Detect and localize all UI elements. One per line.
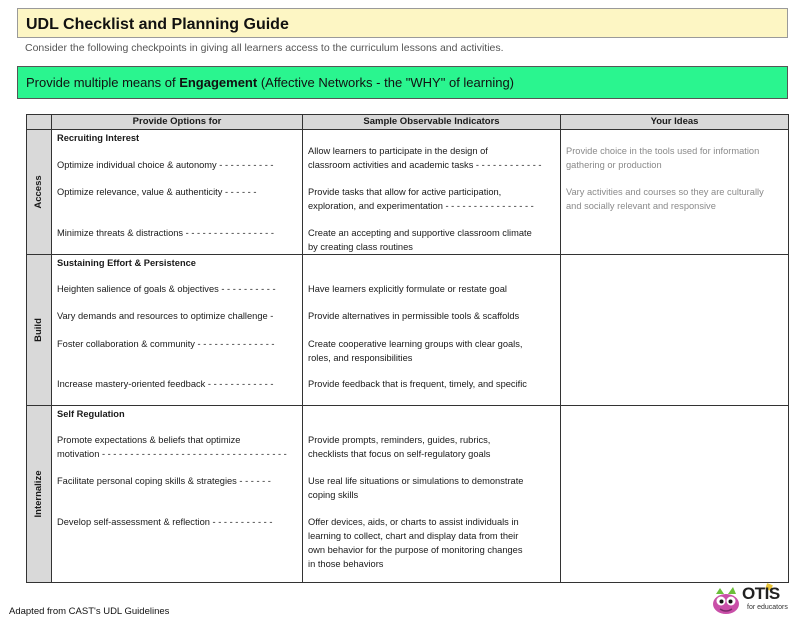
indicator-line: Allow learners to participate in the design of — [308, 146, 488, 156]
indicator-line: Offer devices, aids, or charts to assist individuals in — [308, 517, 519, 527]
indicator-line: by creating class routines — [308, 242, 413, 252]
idea-line: Provide choice in the tools used for information — [566, 146, 760, 156]
banner-suffix: (Affective Networks - the "WHY" of learning) — [257, 75, 514, 90]
table-header-row — [27, 115, 789, 130]
indicator-line: roles, and responsibilities — [308, 353, 413, 363]
banner-emphasis: Engagement — [179, 75, 258, 90]
column-header-options: Provide Options for — [52, 115, 303, 130]
column-header-ideas: Your Ideas — [561, 115, 789, 130]
banner-prefix: Provide multiple means of — [26, 75, 180, 90]
option-item: Promote expectations & beliefs that optimize — [57, 435, 241, 445]
table-row — [27, 130, 789, 255]
option-item: Optimize relevance, value & authenticity - - - - - - — [57, 187, 257, 197]
option-item: motivation - - - - - - - - - - - - - - - - - - - - - - - - - - - - - - - - - — [57, 449, 287, 459]
option-item: Optimize individual choice & autonomy - - - - - - - - - - — [57, 160, 274, 170]
indicator-line: Provide alternatives in permissible tools & scaffolds — [308, 311, 520, 321]
indicators-cell — [303, 130, 561, 255]
checklist-table — [26, 114, 789, 583]
indicators-cell — [303, 406, 561, 583]
engagement-banner — [17, 66, 788, 99]
indicator-line: in those behaviors — [308, 559, 384, 569]
option-item: Facilitate personal coping skills & strategies - - - - - - — [57, 476, 271, 486]
row-label-access: Access — [27, 130, 52, 255]
idea-line: gathering or production — [566, 160, 662, 170]
logo-name: OTIS — [742, 584, 780, 603]
ideas-cell[interactable] — [561, 255, 789, 406]
option-item: Minimize threats & distractions - - - - - - - - - - - - - - - - — [57, 228, 274, 238]
indicator-line: Provide tasks that allow for active participation, — [308, 187, 502, 197]
option-item: Develop self-assessment & reflection - - - - - - - - - - - — [57, 517, 273, 527]
indicator-line: checklists that focus on self-regulatory goals — [308, 449, 491, 459]
indicator-line: exploration, and experimentation - - - - - - - - - - - - - - - - — [308, 201, 534, 211]
ideas-cell[interactable] — [561, 130, 789, 255]
section-heading: Recruiting Interest — [57, 133, 140, 143]
option-item: Increase mastery-oriented feedback - - - - - - - - - - - - — [57, 379, 274, 389]
indicators-cell — [303, 255, 561, 406]
options-cell — [52, 406, 303, 583]
indicator-line: Have learners explicitly formulate or restate goal — [308, 284, 507, 294]
table-row — [27, 255, 789, 406]
row-label-internalize: Internalize — [27, 406, 52, 583]
indicator-line: Provide prompts, reminders, guides, rubrics, — [308, 435, 491, 445]
table-row — [27, 406, 789, 583]
page-title: UDL Checklist and Planning Guide — [17, 8, 788, 38]
section-heading: Self Regulation — [57, 409, 125, 419]
indicator-line: Create an accepting and supportive classroom climate — [308, 228, 532, 238]
page-subtitle: Consider the following checkpoints in giving all learners access to the curriculum lessons and activities. — [25, 42, 504, 54]
options-cell — [52, 255, 303, 406]
indicator-line: classroom activities and academic tasks - - - - - - - - - - - - — [308, 160, 542, 170]
ideas-cell[interactable] — [561, 406, 789, 583]
option-item: Foster collaboration & community - - - - - - - - - - - - - - — [57, 339, 275, 349]
indicator-line: coping skills — [308, 490, 359, 500]
option-item: Heighten salience of goals & objectives - - - - - - - - - - — [57, 284, 276, 294]
options-cell — [52, 130, 303, 255]
indicator-line: Use real life situations or simulations to demonstrate — [308, 476, 524, 486]
idea-line: and socially relevant and responsive — [566, 201, 716, 211]
column-header-indicators: Sample Observable Indicators — [303, 115, 561, 130]
indicator-line: Provide feedback that is frequent, timely, and specific — [308, 379, 527, 389]
option-item: Vary demands and resources to optimize challenge - — [57, 311, 274, 321]
idea-line: Vary activities and courses so they are culturally — [566, 187, 764, 197]
section-heading: Sustaining Effort & Persistence — [57, 258, 196, 268]
footer-credit: Adapted from CAST's UDL Guidelines — [9, 606, 170, 617]
logo-tagline: for educators — [747, 604, 788, 611]
indicator-line: Create cooperative learning groups with clear goals, — [308, 339, 523, 349]
row-label-build: Build — [27, 255, 52, 406]
corner-header — [27, 115, 52, 130]
indicator-line: learning to collect, chart and display data from their — [308, 531, 519, 541]
indicator-line: own behavior for the purpose of monitoring changes — [308, 545, 523, 555]
